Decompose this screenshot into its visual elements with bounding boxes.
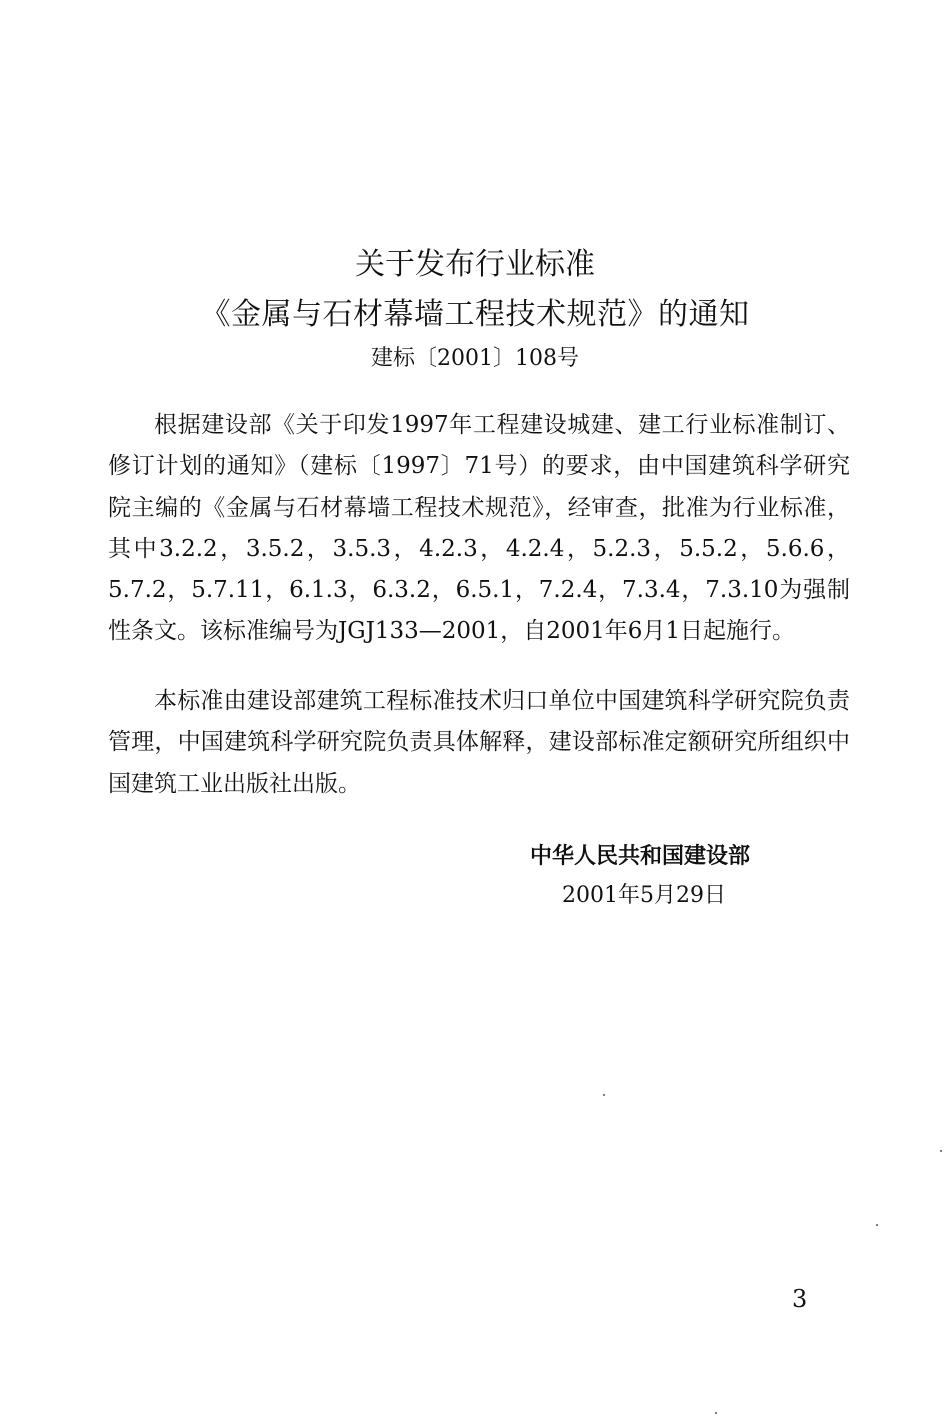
issuing-authority: 中华人民共和国建设部: [530, 844, 751, 869]
page-number: 3: [792, 1285, 808, 1313]
issue-date: 2001年5月29日: [562, 883, 726, 908]
scan-speck: [876, 1224, 878, 1226]
document-number: 建标〔2001〕108号: [371, 346, 579, 371]
notice-title-line-2: 《金属与石材幕墙工程技术规范》的通知: [200, 297, 750, 332]
body-paragraph-1: 根据建设部《关于印发1997年工程建设城建、建工行业标准制订、修订计划的通知》（建标〔1997〕71号）的要求，由中国建筑科学研究院主编的《金属与石材幕墙工程技术规范》，经审查，批准为行业标准，其中3.2.2，3.5.2，3.5.3，4.2.3，4.2.4，5.2.3，5.5.2，5.6.6，5.7.2，5.7.11，6.1.3，6.3.2，6.5.1，7.2.4，7.3.4，7.3.10为强制性条文。该标准编号为JGJ133—2001，自2001年6月1日起施行。: [108, 412, 850, 645]
scan-speck: [715, 1412, 717, 1414]
notice-title-line-1: 关于发布行业标准: [355, 247, 595, 282]
scan-speck: [940, 1150, 942, 1152]
scan-speck: [603, 1094, 605, 1096]
body-paragraph-2: 本标准由建设部建筑工程标准技术归口单位中国建筑科学研究院负责管理，中国建筑科学研究院负责具体解释，建设部标准定额研究所组织中国建筑工业出版社出版。: [108, 688, 850, 797]
